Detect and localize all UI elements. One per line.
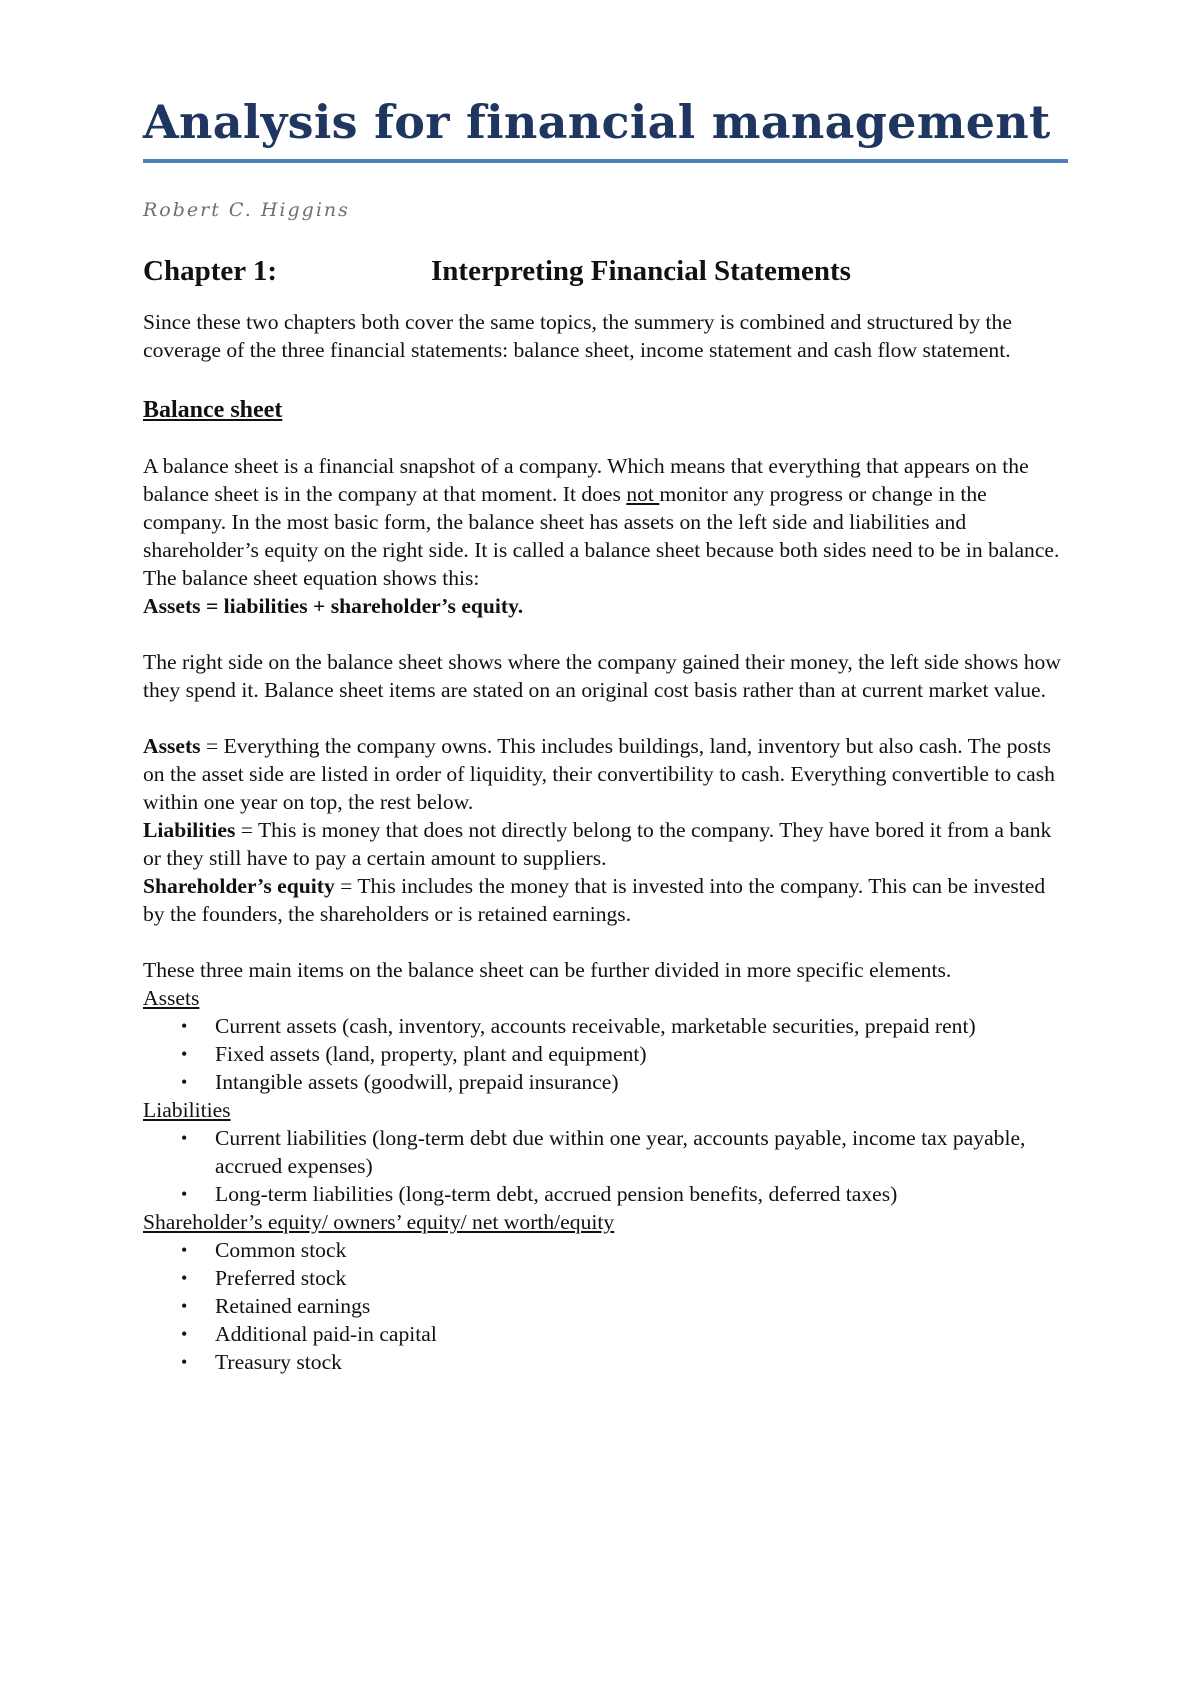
- definition-liabilities: Liabilities = This is money that does not directly belong to the company. They have bored it from a bank or they still have to pay a certain amount to suppliers.: [143, 817, 1052, 870]
- chapter-heading: [143, 255, 1070, 288]
- group-label-assets: Assets: [143, 985, 200, 1010]
- title-underline: [143, 159, 1068, 163]
- balance-sheet-paragraph: A balance sheet is a financial snapshot of a company. Which means that everything that appears on the balance sheet is in the company at that moment. It does not monitor any progress or change in the company. In the most basic form, the balance sheet has assets on the left side and liabilities and shareholder’s equity on the right side. It is called a balance sheet because both sides need to be in balance. The balance sheet equation shows this:: [143, 453, 1060, 590]
- liabilities-list: [143, 1124, 1070, 1208]
- list-item: • Additional paid-in capital: [143, 1320, 1070, 1348]
- list-item: • Treasury stock: [143, 1348, 1070, 1376]
- list-item: • Long-term liabilities (long-term debt, accrued pension benefits, deferred taxes): [143, 1180, 1070, 1208]
- funding-paragraph: The right side on the balance sheet shows where the company gained their money, the left side shows how they spend it. Balance sheet items are stated on an original cost basis rather than at current market value.: [143, 649, 1061, 702]
- list-item: • Preferred stock: [143, 1264, 1070, 1292]
- list-item: • Fixed assets (land, property, plant and equipment): [143, 1040, 1070, 1068]
- definition-assets: Assets = Everything the company owns. This includes buildings, land, inventory but also cash. The posts on the asset side are listed in order of liquidity, their convertibility to cash. Everything convertible to cash within one year on top, the rest below.: [143, 733, 1055, 814]
- emphasis-not: not: [626, 481, 660, 506]
- document-body: [143, 308, 1070, 1376]
- chapter-number: Chapter 1:: [143, 254, 277, 287]
- group-label-equity: Shareholder’s equity/ owners’ equity/ net worth/equity: [143, 1209, 615, 1234]
- equity-list: [143, 1236, 1070, 1376]
- list-item: • Intangible assets (goodwill, prepaid insurance): [143, 1068, 1070, 1096]
- list-item: • Current assets (cash, inventory, accounts receivable, marketable securities, prepaid rent): [143, 1012, 1070, 1040]
- chapter-name: Interpreting Financial Statements: [431, 254, 851, 287]
- division-paragraph: These three main items on the balance sheet can be further divided in more specific elements.: [143, 957, 952, 982]
- list-item: • Current liabilities (long-term debt due within one year, accounts payable, income tax payable, accrued expenses): [143, 1124, 1070, 1180]
- section-heading-balance-sheet: Balance sheet: [143, 396, 283, 423]
- group-label-liabilities: Liabilities: [143, 1097, 231, 1122]
- list-item: • Retained earnings: [143, 1292, 1070, 1320]
- intro-paragraph: Since these two chapters both cover the same topics, the summery is combined and structured by the coverage of the three financial statements: balance sheet, income statement and cash flow statement.: [143, 309, 1012, 362]
- assets-list: [143, 1012, 1070, 1096]
- document-title: Analysis for financial management: [143, 95, 1051, 149]
- author-name: Robert C. Higgins: [143, 198, 350, 221]
- balance-sheet-equation: Assets = liabilities + shareholder’s equity.: [143, 593, 524, 618]
- list-item: • Common stock: [143, 1236, 1070, 1264]
- definition-equity: Shareholder’s equity = This includes the money that is invested into the company. This can be invested by the founders, the shareholders or is retained earnings.: [143, 873, 1046, 926]
